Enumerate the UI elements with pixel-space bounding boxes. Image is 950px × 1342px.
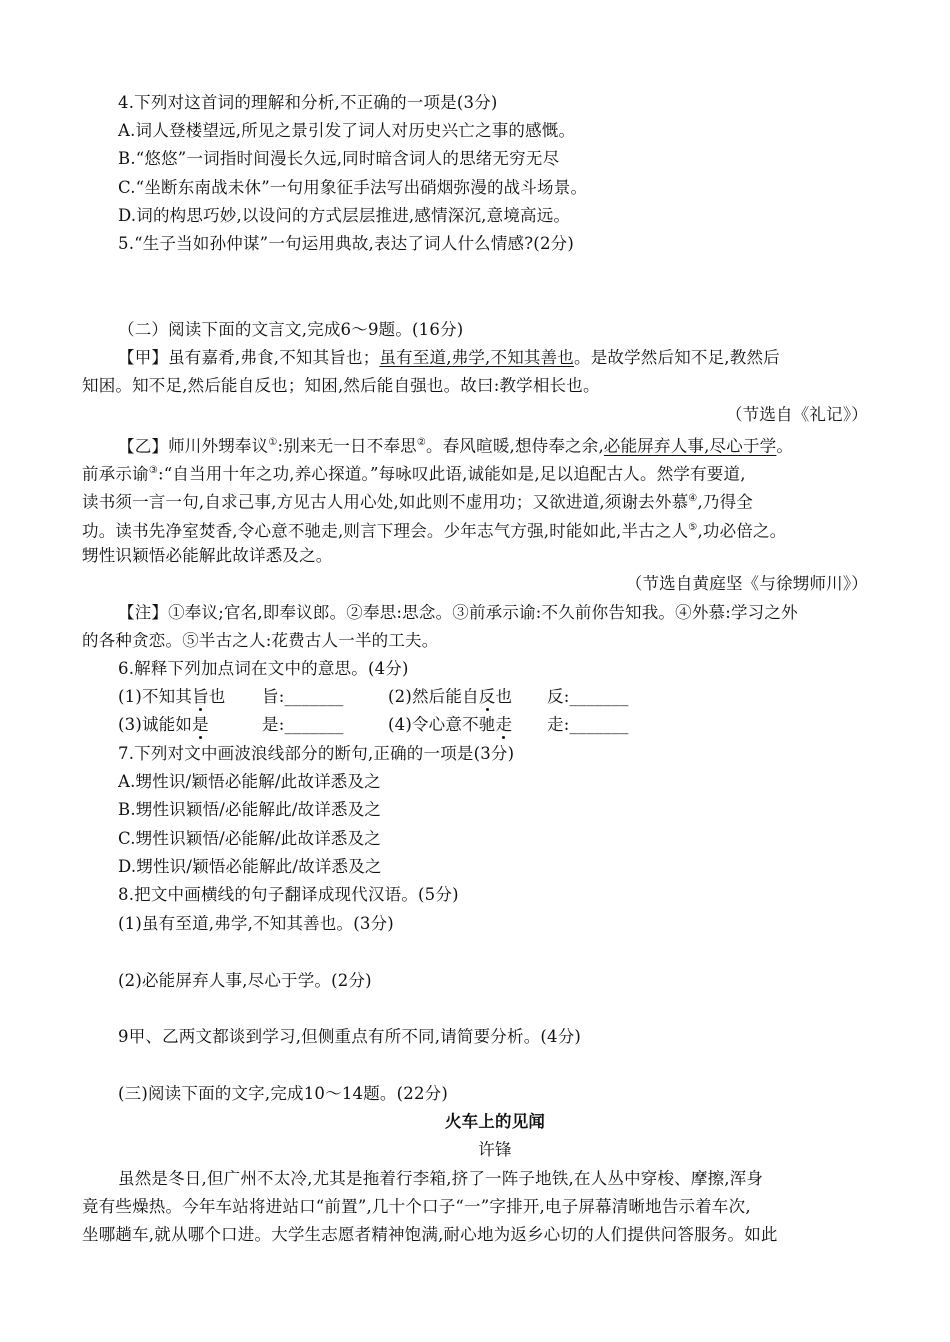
jia-text-1c: 。是故学然后知不足,教然后 bbox=[574, 348, 780, 367]
notes-line-2: 的各种贪恋。⑤半古之人:花费古人一半的工夫。 bbox=[82, 631, 439, 650]
q6-item-2-answer-blank[interactable]: 反:_______ bbox=[547, 687, 629, 706]
yi-text-4b: ,功必倍之。 bbox=[697, 521, 787, 541]
q6-item-3-text: (3)诚能如 bbox=[118, 715, 193, 734]
q7-stem: 7.下列对文中画波浪线部分的断句,正确的一项是(3分) bbox=[118, 744, 515, 763]
article-line-1 bbox=[82, 1168, 763, 1190]
yi-text-1c: 。春风暄暖,想侍奉之余, bbox=[426, 436, 604, 456]
footnote-mark-5: ⑤ bbox=[688, 522, 698, 533]
yi-text-3b: ,乃得全 bbox=[697, 492, 753, 512]
yi-source: （节选自黄庭坚《与徐甥师川》） bbox=[625, 574, 868, 593]
yi-line-5: 甥性识颖悟必能解此故详悉及之。 bbox=[82, 546, 333, 565]
yi-line-1 bbox=[82, 432, 793, 458]
q4-option-d: D.词的构思巧妙,以设问的方式层层推进,感情深沉,意境高远。 bbox=[118, 206, 571, 225]
jia-line-2: 知困。知不足,然后能自反也；知困,然后能自强也。故曰:教学相长也。 bbox=[82, 376, 600, 395]
q6-item-3 bbox=[118, 714, 209, 736]
footnote-mark-2: ② bbox=[416, 437, 427, 448]
q8-sentence-1: (1)虽有至道,弗学,不知其善也。(3分) bbox=[118, 914, 394, 933]
q6-item-2-dotted-word: 反 bbox=[478, 687, 496, 706]
footnote-mark-4: ④ bbox=[688, 493, 698, 504]
q6-item-1 bbox=[118, 686, 225, 708]
q4-option-b: B.“悠悠”一词指时间漫长久远,同时暗含词人的思绪无穷无尽 bbox=[118, 149, 560, 168]
jia-text-1a: 虽有嘉肴,弗食,不知其旨也； bbox=[168, 348, 380, 367]
jia-line-1 bbox=[82, 347, 872, 369]
yi-line-3 bbox=[82, 488, 753, 514]
q4-stem: 4.下列对这首词的理解和分析,不正确的一项是(3分) bbox=[118, 93, 498, 112]
q5-stem: 5.“生子当如孙仲谋”一句运用典故,表达了词人什么情感?(2分) bbox=[118, 234, 574, 253]
q6-item-1-text: (1)不知其 bbox=[118, 687, 193, 706]
q7-option-b: B.甥性识颖悟/必能解此/故详悉及之 bbox=[118, 800, 382, 819]
q6-item-4 bbox=[388, 714, 512, 736]
article-title: 火车上的见闻 bbox=[444, 1112, 546, 1131]
section3-heading: (三)阅读下面的文字,完成10～14题。(22分) bbox=[118, 1084, 448, 1103]
q7-option-d: D.甥性识/颖悟必能解此/故详悉及之 bbox=[118, 857, 382, 876]
jia-underlined-sentence: 虽有至道,弗学,不知其善也 bbox=[379, 348, 574, 367]
q7-option-c: C.甥性识颖悟/必能解/此故详悉及之 bbox=[118, 829, 381, 848]
yi-text-4a: 功。读书先净室焚香,令心意不驰走,则言下理会。少年志气方强,时能如此,半古之人 bbox=[82, 521, 689, 541]
article-author: 许锋 bbox=[478, 1140, 512, 1159]
yi-text-1a: 师川外甥奉议 bbox=[168, 436, 269, 456]
yi-line-2 bbox=[82, 460, 746, 486]
q6-stem: 6.解释下列加点词在文中的意思。(4分) bbox=[118, 659, 409, 678]
q6-item-1-answer-blank[interactable]: 旨:_______ bbox=[262, 687, 344, 706]
q4-option-c: C.“坐断东南战未休”一句用象征手法写出硝烟弥漫的战斗场景。 bbox=[118, 178, 588, 197]
q9-stem: 9甲、乙两文都谈到学习,但侧重点有所不同,请简要分析。(4分) bbox=[118, 1027, 582, 1046]
notes-line-1 bbox=[82, 602, 798, 624]
yi-text-1e: 。 bbox=[776, 436, 794, 456]
yi-text-2b: :“自当用十年之功,养心探道。”每咏叹此语,诚能如是,足以追配古人。然学有要道, bbox=[157, 464, 746, 484]
yi-underlined-sentence: 必能屏弃人事,尽心于学 bbox=[603, 436, 777, 456]
yi-text-3a: 读书须一言一句,自求己事,方见古人用心处,如此则不虚用功；又欲进道,须谢去外慕 bbox=[82, 492, 689, 512]
q4-option-a: A.词人登楼望远,所见之景引发了词人对历史兴亡之事的感慨。 bbox=[118, 121, 576, 140]
q8-stem: 8.把文中画横线的句子翻译成现代汉语。(5分) bbox=[118, 885, 459, 904]
q8-sentence-2: (2)必能屏弃人事,尽心于学。(2分) bbox=[118, 971, 372, 990]
section2-heading: （二）阅读下面的文言文,完成6～9题。(16分) bbox=[118, 320, 464, 339]
jia-tag: 【甲】 bbox=[118, 348, 169, 367]
q6-item-3-dotted-word: 是 bbox=[192, 715, 209, 734]
yi-text-2a: 前承示谕 bbox=[82, 464, 149, 484]
yi-tag: 【乙】 bbox=[118, 436, 169, 456]
yi-line-4 bbox=[82, 517, 786, 543]
jia-source: （节选自《礼记》） bbox=[725, 405, 868, 424]
footnote-mark-1: ① bbox=[268, 437, 278, 448]
q6-item-1-dotted-word: 旨 bbox=[192, 687, 209, 706]
q6-item-1-tail: 也 bbox=[208, 687, 226, 706]
yi-text-1b: :别来无一日不奉思 bbox=[277, 436, 417, 456]
q6-item-4-dotted-word: 走 bbox=[495, 715, 513, 734]
article-line-2: 竟有些燥热。今年车站将进站口“前置”,几十个口子“一”字排开,电子屏幕清晰地告示着车次, bbox=[82, 1197, 751, 1216]
article-line-3: 坐哪趟车,就从哪个口进。大学生志愿者精神饱满,耐心地为返乡心切的人们提供问答服务。如此 bbox=[82, 1225, 778, 1244]
q6-item-4-text: (4)令心意不驰 bbox=[388, 715, 496, 734]
notes-text-1: 【注】①奉议;官名,即奉议郎。②奉思:思念。③前承示谕:不久前你告知我。④外慕:学习之外 bbox=[118, 603, 798, 622]
q7-option-a: A.甥性识/颖悟必能解/此故详悉及之 bbox=[118, 772, 381, 791]
q6-item-2-text: (2)然后能自 bbox=[388, 687, 479, 706]
q6-item-3-answer-blank[interactable]: 是:_______ bbox=[262, 715, 344, 734]
footnote-mark-3: ③ bbox=[148, 465, 158, 476]
q6-item-2-tail: 也 bbox=[495, 687, 513, 706]
article-text-1: 虽然是冬日,但广州不太冷,尤其是拖着行李箱,挤了一阵子地铁,在人丛中穿梭、摩擦,浑身 bbox=[118, 1169, 764, 1188]
q6-item-2 bbox=[388, 686, 512, 708]
q6-item-4-answer-blank[interactable]: 走:_______ bbox=[547, 715, 629, 734]
